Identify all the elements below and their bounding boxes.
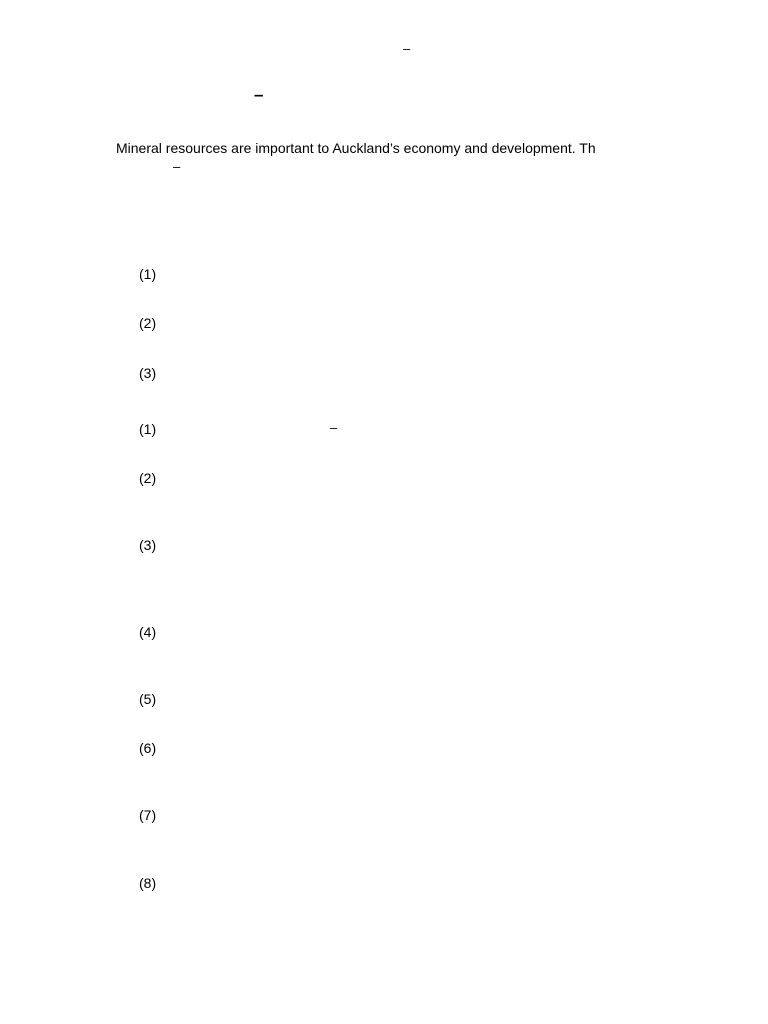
list-two-item-1-dash: – <box>330 420 338 435</box>
heading-dash: – <box>254 85 264 104</box>
list-two-item-8: (8) <box>139 875 157 891</box>
header-dash: – <box>403 41 411 56</box>
list-two-item-4: (4) <box>139 624 157 640</box>
list-two-item-7: (7) <box>139 807 157 823</box>
list-one-item-1: (1) <box>139 266 157 282</box>
list-two-item-1: (1) <box>139 421 157 437</box>
list-one-item-2: (2) <box>139 315 157 331</box>
intro-paragraph: Mineral resources are important to Auckland’s economy and development. Th <box>116 140 596 156</box>
intro-dash: – <box>173 159 181 174</box>
list-two-item-6: (6) <box>139 740 157 756</box>
list-two-item-2: (2) <box>139 470 157 486</box>
list-one-item-3: (3) <box>139 365 157 381</box>
list-two-item-3: (3) <box>139 537 157 553</box>
list-two-item-5: (5) <box>139 691 157 707</box>
